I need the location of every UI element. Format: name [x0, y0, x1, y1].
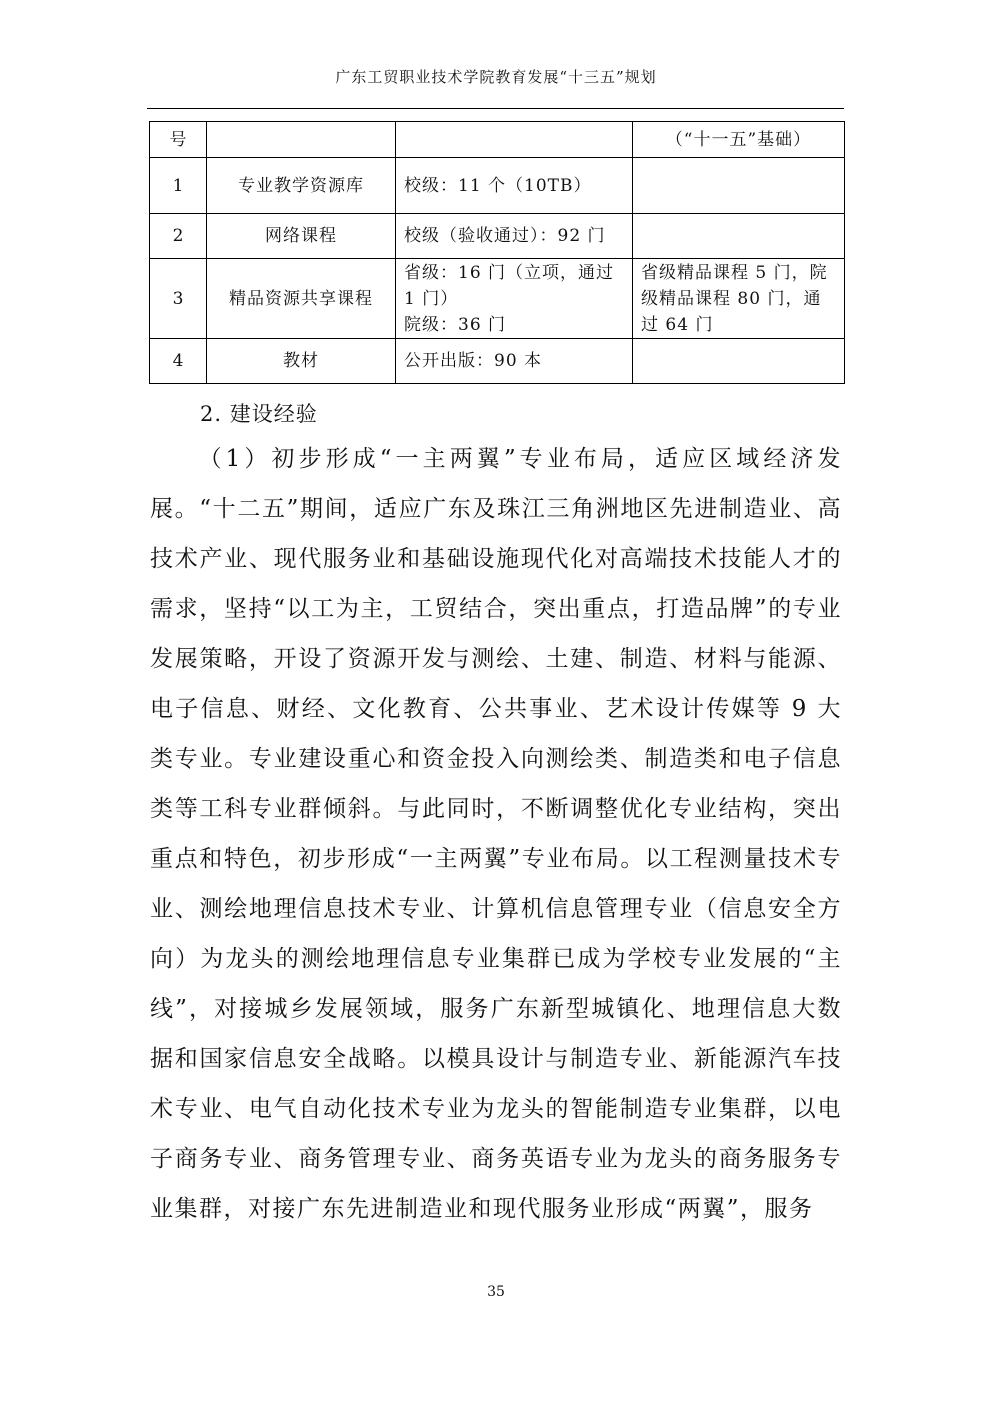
cell-line: 过 64 门	[641, 314, 714, 335]
table-row	[150, 158, 845, 214]
cell-line: 校级：11 个（10TB）	[404, 175, 592, 196]
header-cell-num: 号	[150, 122, 207, 158]
cell-line: 1 门）	[404, 288, 459, 309]
row-base	[633, 158, 845, 214]
cell-line: 公开出版：90 本	[404, 351, 543, 371]
header-cell-name	[207, 122, 396, 158]
cell-line: 校级（验收通过）：92 门	[404, 226, 606, 246]
row-base	[633, 259, 845, 339]
header-cell-current	[396, 122, 633, 158]
row-name: 专业教学资源库	[207, 158, 396, 214]
row-num: 2	[150, 214, 207, 259]
row-name: 网络课程	[207, 214, 396, 259]
page-header-title: 广东工贸职业技术学院教育发展“十三五”规划	[335, 68, 657, 86]
table-row	[150, 259, 845, 339]
section-heading: 2. 建设经验	[200, 402, 318, 426]
table-row	[150, 214, 845, 259]
header-divider	[147, 108, 844, 109]
row-current	[396, 158, 633, 214]
row-name: 精品资源共享课程	[207, 259, 396, 339]
row-current	[396, 339, 633, 384]
cell-line: 省级精品课程 5 门，院	[641, 262, 828, 283]
cell-line: 级精品课程 80 门，通	[641, 288, 822, 309]
row-base	[633, 214, 845, 259]
cell-line: 院级：36 门	[404, 314, 507, 335]
row-current	[396, 214, 633, 259]
row-name: 教材	[207, 339, 396, 384]
row-num: 4	[150, 339, 207, 384]
row-num: 3	[150, 259, 207, 339]
body-paragraph	[150, 434, 842, 1234]
resource-table	[149, 121, 845, 384]
paragraph-text: （1）初步形成“一主两翼”专业布局，适应区域经济发展。“十二五”期间，适应广东及珠江三角洲地区先进制造业、高技术产业、现代服务业和基础设施现代化对高端技术技能人才的需求，坚持“以工为主，工贸结合，突出重点，打造品牌”的专业发展策略，开设了资源开发与测绘、土建、制造、材料与能源、电子信息、财经、文化教育、公共事业、艺术设计传媒等 9 大类专业。专业建设重心和资金投入向测绘类、制造类和电子信息类等工科专业群倾斜。与此同时，不断调整优化专业结构，突出重点和特色，初步形成“一主两翼”专业布局。以工程测量技术专业、测绘地理信息技术专业、计算机信息管理专业（信息安全方向）为龙头的测绘地理信息专业集群已成为学校专业发展的“主线”，对接城乡发展领域，服务广东新型城镇化、地理信息大数据和国家信息安全战略。以模具设计与制造专业、新能源汽车技术专业、电气自动化技术专业为龙头的智能制造专业集群，以电子商务专业、商务管理专业、商务英语专业为龙头的商务服务专业集群，对接广东先进制造业和现代服务业形成“两翼”，服务	[150, 446, 842, 1222]
cell-line: 省级：16 门（立项，通过	[404, 262, 615, 283]
header-cell-base: （“十一五”基础）	[633, 122, 845, 158]
row-current	[396, 259, 633, 339]
table-header-row	[150, 122, 845, 158]
row-base	[633, 339, 845, 384]
page-number: 35	[487, 1284, 505, 1300]
table-row	[150, 339, 845, 384]
row-num: 1	[150, 158, 207, 214]
